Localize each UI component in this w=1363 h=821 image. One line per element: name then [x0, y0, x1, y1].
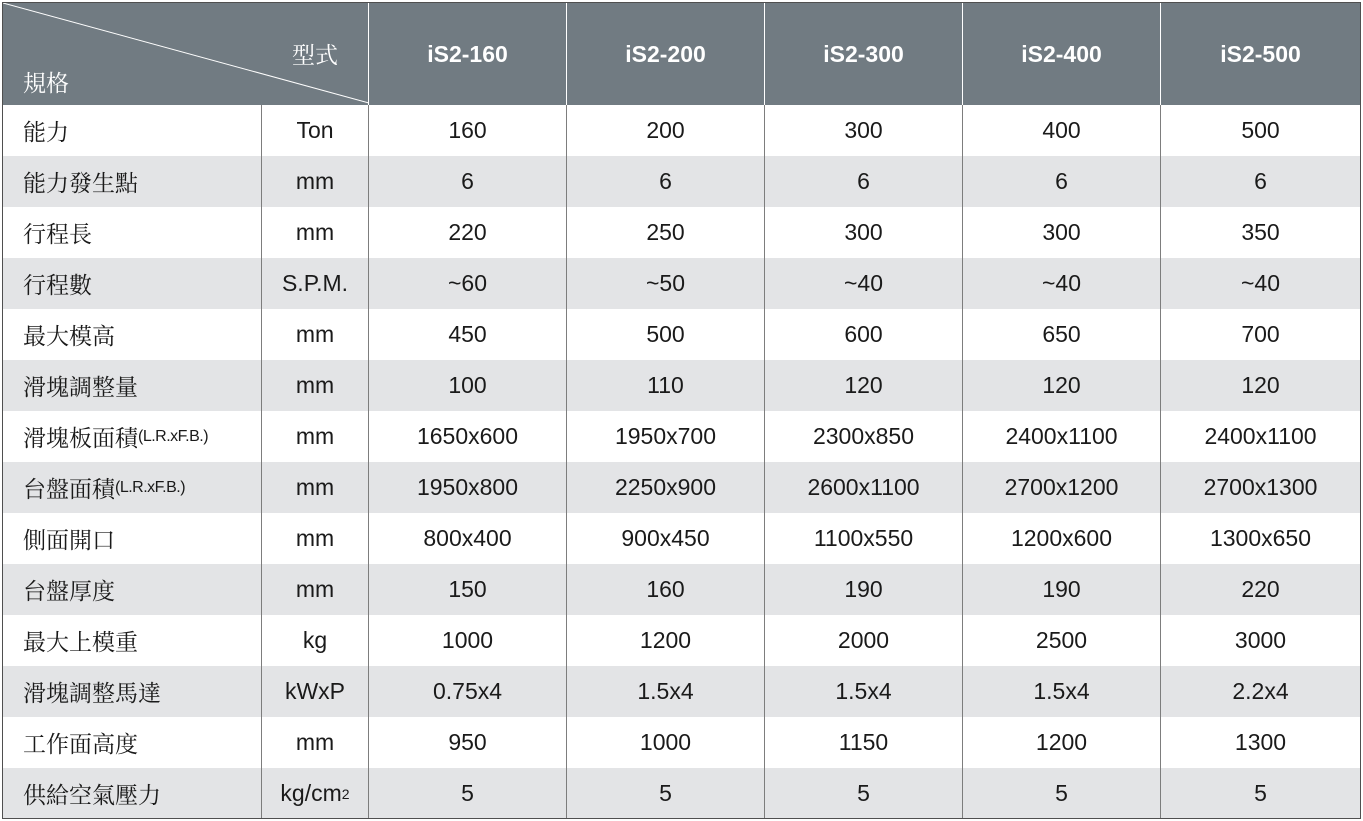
unit-cell: kg/cm 2	[262, 768, 369, 819]
unit-text: kg	[302, 627, 328, 653]
spec-name: 工作面高度	[23, 731, 138, 757]
table-row	[3, 207, 1360, 258]
header-row	[3, 3, 1360, 105]
value-cell: 5	[567, 768, 765, 819]
spec-name: 台盤面積	[23, 476, 115, 502]
value-cell: 3000	[1234, 627, 1287, 653]
value-cell: ~40	[765, 258, 963, 309]
unit-cell	[262, 666, 369, 717]
model-label: 型式	[292, 42, 338, 68]
value-cell: 1150	[765, 717, 963, 768]
unit-cell	[262, 258, 369, 309]
spec-name: 台盤厚度	[23, 578, 115, 604]
value-cell: 2500	[963, 615, 1161, 666]
value-cell: 2700x1200	[963, 462, 1161, 513]
value-cell: 150	[369, 564, 567, 615]
spec-name-cell	[3, 513, 262, 564]
spec-name-cell	[3, 768, 262, 819]
value-cell: 1200	[567, 615, 765, 666]
value-cell: 2700x1300	[1203, 474, 1318, 500]
value-cell: 1950x800	[369, 462, 567, 513]
value-cell: 5	[963, 768, 1161, 819]
table-row	[3, 564, 1360, 615]
unit-text: Ton	[296, 117, 334, 143]
value-cell: 1650x600	[369, 411, 567, 462]
spec-name-cell	[3, 207, 262, 258]
model-header: iS2-200	[567, 3, 765, 105]
value-cell: 5	[369, 768, 567, 819]
spec-name: 行程數	[23, 272, 92, 298]
unit-cell	[262, 309, 369, 360]
value-cell: 160	[369, 105, 567, 156]
spec-name: 最大模高	[23, 323, 115, 349]
spec-name: 滑塊板面積	[23, 425, 138, 451]
spec-name-cell	[3, 615, 262, 666]
value-cell: 2600x1100	[765, 462, 963, 513]
value-cell: 190	[765, 564, 963, 615]
value-cell: 350	[1241, 219, 1280, 245]
value-cell: 950	[369, 717, 567, 768]
unit-cell	[262, 564, 369, 615]
table-row	[3, 411, 1360, 462]
spec-table	[2, 2, 1361, 819]
table-row	[3, 258, 1360, 309]
value-cell: 700	[1241, 321, 1280, 347]
spec-name: 能力	[23, 119, 69, 145]
table-row	[3, 309, 1360, 360]
unit-text: S.P.M.	[281, 270, 349, 296]
value-cell: 200	[567, 105, 765, 156]
table-row	[3, 615, 1360, 666]
value-cell: 6	[1254, 168, 1267, 194]
value-cell: 2000	[765, 615, 963, 666]
value-cell: 1000	[567, 717, 765, 768]
unit-text: kg/cm	[280, 780, 342, 806]
table-row	[3, 666, 1360, 717]
unit-text: mm	[295, 474, 335, 500]
value-cell: 6	[567, 156, 765, 207]
value-cell: 650	[963, 309, 1161, 360]
table-row	[3, 768, 1360, 819]
spec-name-cell	[3, 564, 262, 615]
unit-cell	[262, 513, 369, 564]
value-cell: 600	[765, 309, 963, 360]
value-cell: 300	[765, 105, 963, 156]
spec-name: 側面開口	[23, 527, 115, 553]
value-cell: 400	[963, 105, 1161, 156]
spec-name-cell	[3, 309, 262, 360]
value-cell: 2300x850	[765, 411, 963, 462]
unit-cell	[262, 105, 369, 156]
value-cell: 500	[1241, 117, 1280, 143]
table-row	[3, 105, 1360, 156]
value-cell: 2.2x4	[1232, 678, 1289, 704]
table-row	[3, 462, 1360, 513]
unit-text: mm	[295, 219, 335, 245]
spec-name-cell	[3, 462, 262, 513]
value-cell: 120	[1241, 372, 1280, 398]
value-cell: 220	[1241, 576, 1280, 602]
table-row	[3, 156, 1360, 207]
unit-text: mm	[295, 576, 335, 602]
spec-name: 能力發生點	[23, 170, 138, 196]
value-cell: 1300	[1234, 729, 1287, 755]
unit-text: mm	[295, 168, 335, 194]
unit-text: mm	[295, 423, 335, 449]
unit-cell	[262, 207, 369, 258]
spec-name-suffix: (L.R.xF.B.)	[138, 427, 209, 445]
unit-text: mm	[295, 321, 335, 347]
value-cell: 300	[963, 207, 1161, 258]
spec-name-cell	[3, 105, 262, 156]
value-cell: 5	[765, 768, 963, 819]
unit-text: mm	[295, 372, 335, 398]
spec-name: 滑塊調整量	[23, 374, 138, 400]
spec-name-suffix: (L.R.xF.B.)	[115, 478, 186, 496]
unit-cell	[262, 360, 369, 411]
spec-name-cell	[3, 411, 262, 462]
value-cell: 100	[369, 360, 567, 411]
value-cell: 6	[765, 156, 963, 207]
model-header: iS2-500	[1220, 40, 1301, 67]
value-cell: 300	[765, 207, 963, 258]
value-cell: 1300x650	[1209, 525, 1312, 551]
value-cell: 250	[567, 207, 765, 258]
value-cell: 900x450	[567, 513, 765, 564]
table-row	[3, 717, 1360, 768]
value-cell: 160	[567, 564, 765, 615]
spec-name-cell	[3, 258, 262, 309]
value-cell: 1200x600	[963, 513, 1161, 564]
value-cell: ~50	[567, 258, 765, 309]
spec-name-cell	[3, 360, 262, 411]
corner-header-cell	[3, 3, 369, 105]
value-cell: 450	[369, 309, 567, 360]
unit-text: mm	[295, 525, 335, 551]
unit-cell	[262, 411, 369, 462]
value-cell: 0.75x4	[369, 666, 567, 717]
value-cell: 1000	[369, 615, 567, 666]
spec-name: 供給空氣壓力	[23, 782, 161, 808]
table-row	[3, 360, 1360, 411]
value-cell: 6	[369, 156, 567, 207]
table-row	[3, 513, 1360, 564]
unit-cell	[262, 156, 369, 207]
value-cell: 800x400	[369, 513, 567, 564]
unit-text: mm	[295, 729, 335, 755]
value-cell: 1.5x4	[765, 666, 963, 717]
value-cell: 2250x900	[567, 462, 765, 513]
value-cell: 110	[567, 360, 765, 411]
value-cell: 1200	[963, 717, 1161, 768]
value-cell: 1.5x4	[567, 666, 765, 717]
spec-name-cell	[3, 666, 262, 717]
value-cell: 120	[963, 360, 1161, 411]
value-cell: ~40	[963, 258, 1161, 309]
unit-text: kWxP	[284, 678, 346, 704]
spec-label: 規格	[23, 70, 69, 96]
spec-name-cell	[3, 156, 262, 207]
unit-cell	[262, 717, 369, 768]
spec-name: 行程長	[23, 221, 92, 247]
value-cell: 1100x550	[765, 513, 963, 564]
unit-cell	[262, 615, 369, 666]
value-cell: 500	[567, 309, 765, 360]
value-cell: ~40	[1240, 270, 1280, 296]
model-header: iS2-160	[369, 3, 567, 105]
table-body	[3, 105, 1360, 819]
value-cell: 2400x1100	[963, 411, 1161, 462]
value-cell: 5	[1254, 780, 1267, 806]
value-cell: ~60	[369, 258, 567, 309]
value-cell: 220	[369, 207, 567, 258]
value-cell: 190	[963, 564, 1161, 615]
value-cell: 2400x1100	[1204, 423, 1317, 449]
spec-name: 滑塊調整馬達	[23, 680, 161, 706]
spec-name-cell	[3, 717, 262, 768]
unit-cell	[262, 462, 369, 513]
value-cell: 6	[963, 156, 1161, 207]
value-cell: 1950x700	[567, 411, 765, 462]
value-cell: 1.5x4	[963, 666, 1161, 717]
spec-name: 最大上模重	[23, 629, 138, 655]
model-header: iS2-300	[765, 3, 963, 105]
value-cell: 120	[765, 360, 963, 411]
model-header: iS2-400	[963, 3, 1161, 105]
